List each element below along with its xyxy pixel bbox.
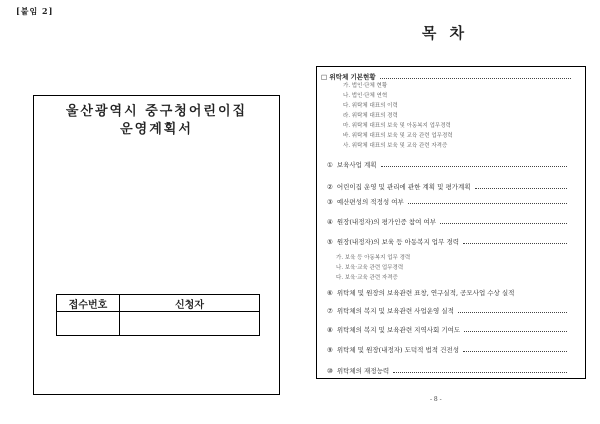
toc-entry-1: ① 보육사업 계획 (327, 160, 567, 169)
toc-section1-item: 라. 위탁체 대표의 경력 (343, 113, 398, 119)
toc-section1-heading: □ 위탁체 기본현황 (321, 72, 571, 81)
toc-section1-item: 마. 위탁체 대표의 보육 및 아동복지 업무경력 (343, 123, 451, 129)
toc-entry-8: ⑧ 위탁체의 복지 및 보육관련 지역사회 기여도 (327, 325, 567, 334)
page-number: - 8 - (430, 396, 442, 403)
receipt-number-header: 접수번호 (57, 295, 120, 312)
attachment-tag: [붙임 2] (16, 6, 54, 16)
toc-entry-5: ⑤ 원장(내정자)의 보육 등 아동복지 업무 경력 (327, 237, 567, 246)
receipt-number-cell[interactable] (57, 312, 120, 336)
toc-entry-9: ⑨ 위탁체 및 원장(내정자) 도덕적 법적 건전성 (327, 345, 567, 354)
cover-title-line2: 운영계획서 (120, 122, 193, 137)
toc-section1-item: 가. 법인·단체 현황 (343, 83, 388, 89)
toc-entry-5-subitem: 가. 보육 등 아동복지 업무 경력 (336, 255, 411, 261)
receipt-table (56, 294, 260, 336)
cover-title (35, 103, 278, 139)
toc-entry-3: ③ 예산편성의 적정성 여부 (327, 197, 567, 206)
cover-frame (33, 95, 280, 395)
toc-entry-5-subitem: 나. 보육·교육 관련 업무경력 (336, 265, 404, 271)
toc-entry-5-subitem: 다. 보육·교육 관련 자격증 (336, 275, 398, 281)
toc-section1-item: 다. 위탁체 대표의 이력 (343, 103, 398, 109)
toc-section1-item: 사. 위탁체 대표의 보육 및 교육 관련 자격증 (343, 143, 448, 149)
cover-title-line1: 울산광역시 중구청어린이집 (65, 104, 248, 119)
applicant-cell[interactable] (120, 312, 260, 336)
toc-title: 목 차 (421, 24, 469, 42)
toc-section1-item: 나. 법인·단체 연혁 (343, 93, 388, 99)
toc-entry-4: ④ 원장(내정자)의 평가인증 참여 여부 (327, 217, 567, 226)
toc-entry-10: ⑩ 위탁체의 재정능력 (327, 366, 567, 375)
toc-entry-6: ⑥ 위탁체 및 원장의 보육관련 표창, 연구실적, 공모사업 수상 실적 (327, 288, 515, 297)
applicant-header: 신청자 (120, 295, 260, 312)
toc-entry-2: ② 어린이집 운영 및 관리에 관한 계획 및 평가계획 (327, 182, 567, 191)
toc-section1-item: 바. 위탁체 대표의 보육 및 교육 관련 업무경력 (343, 133, 453, 139)
toc-entry-7: ⑦ 위탁체의 복지 및 보육관련 사업운영 실적 (327, 306, 567, 315)
